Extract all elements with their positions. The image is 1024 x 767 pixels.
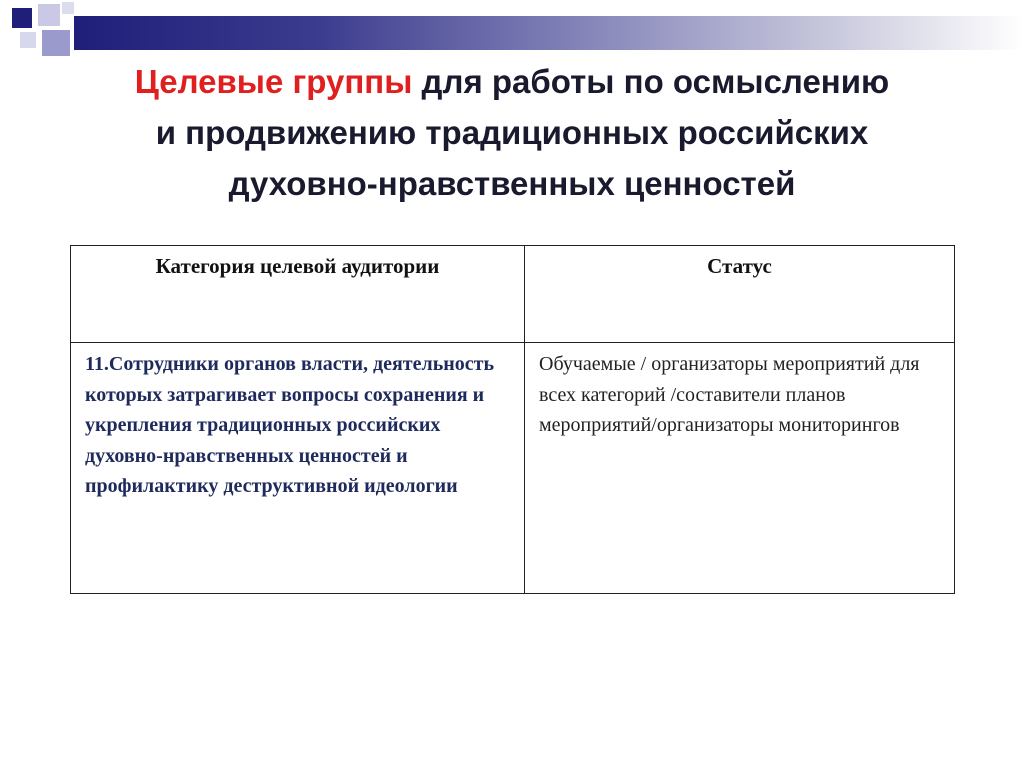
title-accent: Целевые группы	[134, 63, 413, 100]
deco-gradient-strip	[74, 16, 1024, 50]
deco-square	[38, 4, 60, 26]
title-line3: духовно-нравственных ценностей	[228, 165, 796, 202]
title-line2: и продвижению традиционных российских	[155, 114, 869, 151]
deco-square	[20, 32, 36, 48]
status-cell: Обучаемые / организаторы мероприятий для всех категорий /составители планов мероприятий/организаторы мониторингов	[525, 343, 955, 594]
decorative-header-bar	[0, 0, 1024, 60]
target-groups-table	[70, 245, 955, 594]
column-header-status: Статус	[525, 246, 955, 343]
deco-square	[62, 2, 74, 14]
column-header-category: Категория целевой аудитории	[71, 246, 525, 343]
deco-square	[42, 30, 70, 56]
slide-title	[20, 56, 1004, 209]
table-row	[71, 343, 955, 594]
title-line1-rest: для работы по осмыслению	[412, 63, 890, 100]
category-cell: 11.Сотрудники органов власти, деятельность которых затрагивает вопросы сохранения и укрепления традиционных российских духовно-нравственных ценностей и профилактику деструктивной идеологии	[71, 343, 525, 594]
table-header-row	[71, 246, 955, 343]
deco-square	[12, 8, 32, 28]
